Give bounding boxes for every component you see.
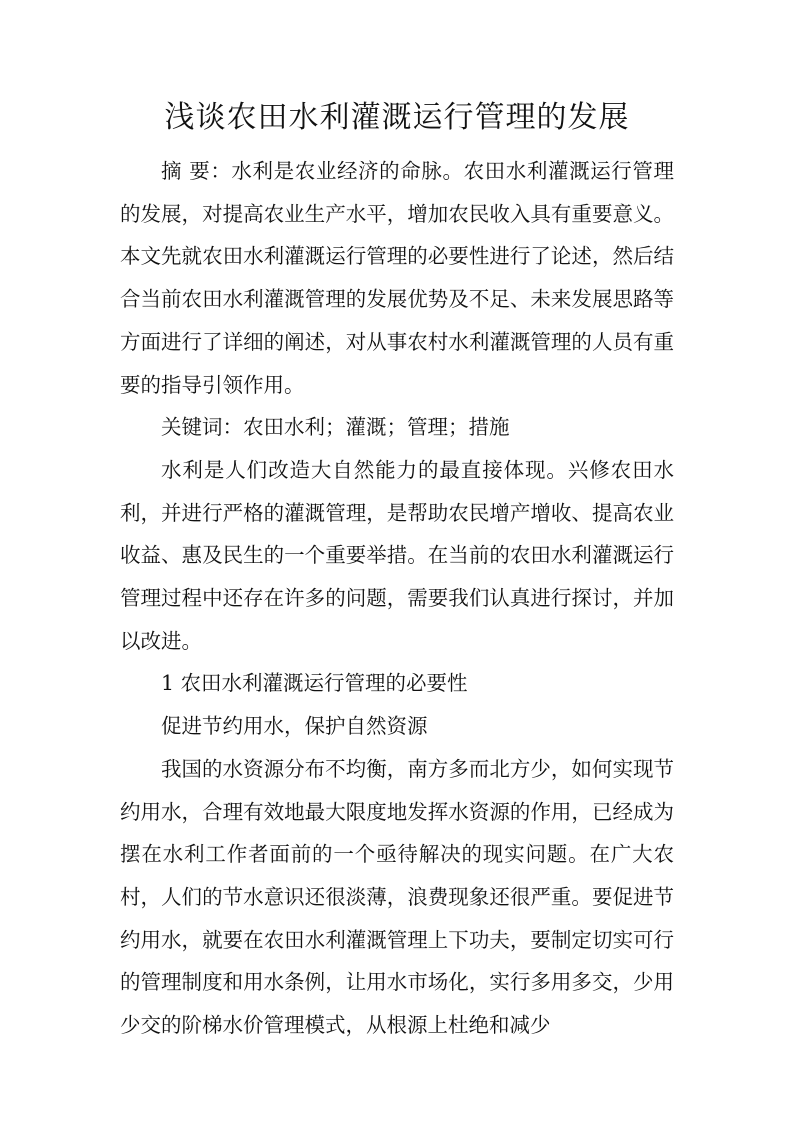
section-heading: 1 农田水利灌溉运行管理的必要性 <box>161 671 468 696</box>
intro-paragraph: 水利是人们改造大自然能力的最直接体现。兴修农田水利，并进行严格的灌溉管理，是帮助农民增产增收、提高农业收益、惠及民生的一个重要举措。在当前的农田水利灌溉运行管理过程中还存在许多的问题，需要我们认真进行探讨，并加以改进。 <box>120 457 674 653</box>
document-page <box>120 96 674 1047</box>
abstract-paragraph: 摘 要：水利是农业经济的命脉。农田水利灌溉运行管理的发展，对提高农业生产水平，增加农民收入具有重要意义。本文先就农田水利灌溉运行管理的必要性进行了论述，然后结合当前农田水利灌溉管理的发展优势及不足、未来发展思路等方面进行了详细的阐述，对从事农村水利灌溉管理的人员有重要的指导引领作用。 <box>120 159 674 397</box>
keywords-paragraph: 关键词：农田水利；灌溉；管理；措施 <box>161 415 510 440</box>
document-title: 浅谈农田水利灌溉运行管理的发展 <box>164 100 630 135</box>
body-paragraph: 我国的水资源分布不均衡，南方多而北方少，如何实现节约用水，合理有效地最大限度地发挥水资源的作用，已经成为摆在水利工作者面前的一个亟待解决的现实问题。在广大农村，人们的节水意识还很淡薄，浪费现象还很严重。要促进节约用水，就要在农田水利灌溉管理上下功夫，要制定切实可行的管理制度和用水条例，让用水市场化，实行多用多交，少用少交的阶梯水价管理模式，从根源上杜绝和减少 <box>120 756 674 1038</box>
subsection-heading: 促进节约用水，保护自然资源 <box>161 714 428 739</box>
